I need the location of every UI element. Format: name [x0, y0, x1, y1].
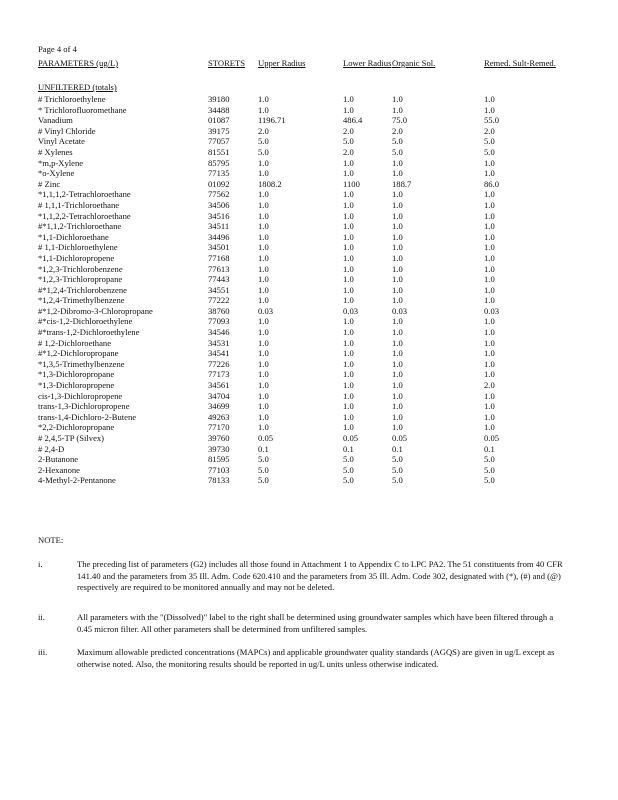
organic-value: 1.0: [392, 316, 403, 327]
storet-code: 77226: [208, 358, 230, 369]
remediation-value: 1.0: [484, 104, 495, 115]
parameter-name: *1,3-Dichloropropane: [38, 369, 115, 380]
lower-radius-value: 1.0: [343, 390, 354, 401]
organic-value: 5.0: [392, 136, 403, 147]
lower-radius-value: 1.0: [343, 358, 354, 369]
upper-radius-value: 1.0: [258, 199, 269, 210]
parameter-name: *1,3-Dichloropropene: [38, 380, 115, 391]
table-row: [38, 242, 558, 253]
organic-value: 1.0: [392, 422, 403, 433]
table-row: [38, 158, 558, 169]
upper-radius-value: 0.03: [258, 305, 274, 316]
remediation-value: 1.0: [484, 94, 495, 104]
parameter-name: # Zinc: [38, 178, 61, 189]
lower-radius-value: 1.0: [343, 157, 354, 168]
lower-radius-value: 1.0: [343, 284, 354, 295]
lower-radius-value: 1.0: [343, 199, 354, 210]
table-row: [38, 94, 558, 105]
parameter-name: #*trans-1,2-Dichloroethylene: [38, 327, 140, 338]
organic-value: 1.0: [392, 390, 403, 401]
table-row: [38, 327, 558, 338]
header-upper-radius: Upper Radius: [258, 58, 306, 68]
storet-code: 77135: [208, 168, 230, 179]
remediation-value: 1.0: [484, 263, 495, 274]
remediation-value: 1.0: [484, 337, 495, 348]
remediation-value: 1.0: [484, 199, 495, 210]
remediation-value: 1.0: [484, 189, 495, 200]
lower-radius-value: 1.0: [343, 252, 354, 263]
storet-code: 34506: [208, 199, 230, 210]
upper-radius-value: 1.0: [258, 358, 269, 369]
upper-radius-value: 1.0: [258, 369, 269, 380]
organic-value: 0.05: [392, 433, 408, 443]
lower-radius-value: 1.0: [343, 327, 354, 338]
organic-value: 5.0: [392, 464, 403, 475]
remediation-value: 1.0: [484, 242, 495, 253]
table-row: [38, 264, 558, 275]
upper-radius-value: 1.0: [258, 337, 269, 348]
table-row: [38, 253, 558, 264]
parameter-name: trans-1,4-Dichloro-2-Butene: [38, 411, 137, 422]
parameter-name: *1,2,3-Trichloropropane: [38, 274, 123, 285]
remediation-value: 1.0: [484, 168, 495, 179]
lower-radius-value: 1.0: [343, 369, 354, 380]
remediation-value: 1.0: [484, 348, 495, 359]
organic-value: 1.0: [392, 168, 403, 179]
lower-radius-value: 1.0: [343, 168, 354, 179]
remediation-value: 1.0: [484, 327, 495, 338]
lower-radius-value: 1.0: [343, 380, 354, 391]
lower-radius-value: 1.0: [343, 274, 354, 285]
remediation-value: 1.0: [484, 210, 495, 221]
header-remediation: Remed. Sult-Remed.: [484, 58, 556, 68]
lower-radius-value: 1.0: [343, 401, 354, 412]
parameter-name: 2-Butanone: [38, 454, 79, 465]
upper-radius-value: 1.0: [258, 411, 269, 422]
table-row: [38, 338, 558, 349]
table-row: [38, 359, 558, 370]
notes-title: NOTE:: [38, 535, 64, 545]
remediation-value: 55.0: [484, 115, 500, 126]
table-row: [38, 136, 558, 147]
upper-radius-value: 5.0: [258, 464, 269, 475]
lower-radius-value: 1.0: [343, 411, 354, 422]
table-row: [38, 189, 558, 200]
storet-code: 39175: [208, 125, 230, 136]
organic-value: 1.0: [392, 327, 403, 338]
storet-code: 39180: [208, 94, 230, 104]
note-text: Maximum allowable predicted concentrations (MAPCs) and applicable groundwater quality standards (AGQS) are given in ug/L except as otherwise noted. Also, the monitoring results should be reported in ug/L units unless otherwise indicated.: [77, 647, 555, 669]
storet-code: 81551: [208, 146, 230, 157]
parameter-name: *1,2,3-Trichlorobenzene: [38, 263, 123, 274]
storet-code: 01092: [208, 178, 230, 189]
upper-radius-value: 5.0: [258, 475, 269, 486]
remediation-value: 0.03: [484, 305, 500, 316]
storet-code: 77170: [208, 422, 230, 433]
organic-value: 1.0: [392, 358, 403, 369]
table-row: [38, 179, 558, 190]
parameter-name: cis-1,3-Dichloropropene: [38, 390, 123, 401]
table-row: [38, 401, 558, 412]
organic-value: 1.0: [392, 401, 403, 412]
remediation-value: 1.0: [484, 295, 495, 306]
table-row: [38, 306, 558, 317]
storet-code: 77103: [208, 464, 230, 475]
remediation-value: 1.0: [484, 422, 495, 433]
organic-value: 5.0: [392, 475, 403, 486]
parameter-name: *1,2,4-Trimethylbenzene: [38, 295, 125, 306]
storet-code: 85795: [208, 157, 230, 168]
table-row: [38, 285, 558, 296]
storet-code: 34501: [208, 242, 230, 253]
remediation-value: 1.0: [484, 316, 495, 327]
upper-radius-value: 1.0: [258, 157, 269, 168]
storet-code: 34496: [208, 231, 230, 242]
parameter-name: 2-Hexanone: [38, 464, 80, 475]
lower-radius-value: 1.0: [343, 231, 354, 242]
table-row: [38, 211, 558, 222]
lower-radius-value: 1.0: [343, 316, 354, 327]
organic-value: 1.0: [392, 295, 403, 306]
upper-radius-value: 5.0: [258, 146, 269, 157]
remediation-value: 5.0: [484, 136, 495, 147]
organic-value: 1.0: [392, 94, 403, 104]
lower-radius-value: 1.0: [343, 94, 354, 104]
parameter-name: # Vinyl Chloride: [38, 125, 96, 136]
table-row: [38, 115, 558, 126]
parameter-name: *1,1-Dichloroethane: [38, 231, 109, 242]
storet-code: 38760: [208, 305, 230, 316]
organic-value: 1.0: [392, 252, 403, 263]
storet-code: 34541: [208, 348, 230, 359]
header-organic: Organic Sol.: [392, 58, 436, 68]
upper-radius-value: 1.0: [258, 221, 269, 232]
parameter-name: *1,3,5-Trimethylbenzene: [38, 358, 125, 369]
parameter-name: #*1,1,2-Trichloroethane: [38, 221, 122, 232]
lower-radius-value: 1100: [343, 178, 360, 189]
organic-value: 5.0: [392, 146, 403, 157]
lower-radius-value: 1.0: [343, 348, 354, 359]
upper-radius-value: 5.0: [258, 454, 269, 465]
parameter-name: #*cis-1,2-Dichloroethylene: [38, 316, 133, 327]
parameter-name: *1,1,1,2-Tetrachloroethane: [38, 189, 131, 200]
storet-code: 34511: [208, 221, 230, 232]
table-row: [38, 168, 558, 179]
lower-radius-value: 5.0: [343, 464, 354, 475]
remediation-value: 1.0: [484, 252, 495, 263]
remediation-value: 5.0: [484, 475, 495, 486]
parameter-name: Vinyl Acetate: [38, 136, 85, 147]
storet-code: 34699: [208, 401, 230, 412]
parameter-name: # Xylenes: [38, 146, 73, 157]
organic-value: 0.03: [392, 305, 408, 316]
header-lower-radius: Lower Radius: [343, 58, 392, 68]
organic-value: 1.0: [392, 380, 403, 391]
parameter-name: *1,1,2,2-Tetrachloroethane: [38, 210, 131, 221]
lower-radius-value: 1.0: [343, 210, 354, 221]
table-row: [38, 380, 558, 391]
organic-value: 1.0: [392, 263, 403, 274]
upper-radius-value: 0.05: [258, 433, 274, 443]
upper-radius-value: 1.0: [258, 316, 269, 327]
table-row: [38, 316, 558, 327]
remediation-value: 1.0: [484, 401, 495, 412]
lower-radius-value: 1.0: [343, 263, 354, 274]
page-number: Page 4 of 4: [38, 44, 77, 54]
table-row: [38, 200, 558, 211]
remediation-value: 1.0: [484, 231, 495, 242]
remediation-value: 2.0: [484, 125, 495, 136]
lower-radius-value: 0.05: [343, 433, 359, 443]
organic-value: 1.0: [392, 104, 403, 115]
storet-code: 78133: [208, 475, 230, 486]
storet-code: 77222: [208, 295, 230, 306]
table-row: [38, 147, 558, 158]
table-row: [38, 232, 558, 243]
upper-radius-value: 1.0: [258, 263, 269, 274]
upper-radius-value: 0.1: [258, 443, 269, 454]
upper-radius-value: 1.0: [258, 189, 269, 200]
remediation-value: 1.0: [484, 411, 495, 422]
parameter-name: * Trichlorofluoromethane: [38, 104, 127, 115]
lower-radius-value: 5.0: [343, 454, 354, 465]
remediation-value: 1.0: [484, 221, 495, 232]
remediation-value: 0.1: [484, 443, 495, 454]
lower-radius-value: 0.1: [343, 443, 354, 454]
table-row: [38, 465, 558, 476]
parameter-name: # Trichloroethylene: [38, 94, 106, 104]
lower-radius-value: 5.0: [343, 136, 354, 147]
parameter-name: Vanadium: [38, 115, 73, 126]
organic-value: 1.0: [392, 221, 403, 232]
upper-radius-value: 1.0: [258, 274, 269, 285]
storet-code: 39760: [208, 433, 230, 443]
table-row: [38, 454, 558, 465]
storet-code: 39730: [208, 443, 230, 454]
lower-radius-value: 1.0: [343, 221, 354, 232]
remediation-value: 5.0: [484, 454, 495, 465]
note-number: iii.: [38, 647, 48, 657]
parameter-name: #*1,2-Dichloropropane: [38, 348, 119, 359]
lower-radius-value: 1.0: [343, 295, 354, 306]
parameter-name: #*1,2,4-Trichlorobenzene: [38, 284, 127, 295]
remediation-value: 1.0: [484, 157, 495, 168]
section-title-unfiltered: UNFILTERED (totals): [38, 82, 117, 92]
header-storets: STORETS: [208, 58, 246, 68]
lower-radius-value: 1.0: [343, 422, 354, 433]
remediation-value: 0.05: [484, 433, 500, 443]
storet-code: 34546: [208, 327, 230, 338]
parameter-name: 4-Methyl-2-Pentanone: [38, 475, 116, 486]
organic-value: 1.0: [392, 157, 403, 168]
storet-code: 49263: [208, 411, 230, 422]
parameter-name: # 1,2-Dichloroethane: [38, 337, 112, 348]
storet-code: 01087: [208, 115, 230, 126]
storet-code: 77093: [208, 316, 230, 327]
table-row: [38, 422, 558, 433]
parameter-name: *1,1-Dichloropropene: [38, 252, 115, 263]
remediation-value: 1.0: [484, 284, 495, 295]
parameter-name: # 2,4-D: [38, 443, 65, 454]
remediation-value: 86.0: [484, 178, 500, 189]
storet-code: 77562: [208, 189, 230, 200]
organic-value: 0.1: [392, 443, 403, 454]
note-number: i.: [38, 559, 43, 569]
remediation-value: 1.0: [484, 369, 495, 380]
parameter-name: *2,2-Dichloropropane: [38, 422, 115, 433]
organic-value: 1.0: [392, 242, 403, 253]
organic-value: 1.0: [392, 337, 403, 348]
remediation-value: 5.0: [484, 464, 495, 475]
upper-radius-value: 1.0: [258, 231, 269, 242]
storet-code: 34516: [208, 210, 230, 221]
lower-radius-value: 1.0: [343, 242, 354, 253]
lower-radius-value: 486.4: [343, 115, 363, 126]
upper-radius-value: 1.0: [258, 380, 269, 391]
organic-value: 1.0: [392, 189, 403, 200]
table-row: [38, 391, 558, 402]
upper-radius-value: 5.0: [258, 136, 269, 147]
storet-code: 81595: [208, 454, 230, 465]
table-row: [38, 105, 558, 116]
remediation-value: 5.0: [484, 146, 495, 157]
storet-code: 77173: [208, 369, 230, 380]
organic-value: 1.0: [392, 284, 403, 295]
upper-radius-value: 1.0: [258, 422, 269, 433]
lower-radius-value: 2.0: [343, 146, 354, 157]
upper-radius-value: 1196.71: [258, 115, 286, 126]
storet-code: 34551: [208, 284, 230, 295]
upper-radius-value: 1.0: [258, 390, 269, 401]
organic-value: 1.0: [392, 199, 403, 210]
upper-radius-value: 1.0: [258, 327, 269, 338]
organic-value: 188.7: [392, 178, 412, 189]
upper-radius-value: 1.0: [258, 348, 269, 359]
lower-radius-value: 1.0: [343, 189, 354, 200]
upper-radius-value: 1.0: [258, 168, 269, 179]
organic-value: 1.0: [392, 231, 403, 242]
organic-value: 5.0: [392, 454, 403, 465]
lower-radius-value: 2.0: [343, 125, 354, 136]
parameter-name: # 1,1-Dichloroethylene: [38, 242, 118, 253]
header-parameters: PARAMETERS (ug/L): [38, 58, 119, 68]
storet-code: 34488: [208, 104, 230, 115]
parameter-name: *o-Xylene: [38, 168, 75, 179]
remediation-value: 1.0: [484, 274, 495, 285]
note-text: All parameters with the "(Dissolved)" label to the right shall be determined using groundwater samples which have been filtered through a 0.45 micron filter. All other parameters shall be determined from unfiltered samples.: [77, 612, 554, 634]
upper-radius-value: 1.0: [258, 295, 269, 306]
upper-radius-value: 1808.2: [258, 178, 282, 189]
lower-radius-value: 1.0: [343, 104, 354, 115]
table-row: [38, 433, 558, 444]
storet-code: 34704: [208, 390, 230, 401]
storet-code: 34561: [208, 380, 230, 391]
parameter-name: # 2,4,5-TP (Silvex): [38, 433, 105, 443]
storet-code: 77168: [208, 252, 230, 263]
storet-code: 77057: [208, 136, 230, 147]
upper-radius-value: 1.0: [258, 94, 269, 104]
storet-code: 77443: [208, 274, 230, 285]
parameter-name: trans-1,3-Dichloropropene: [38, 401, 130, 412]
parameter-name: *m,p-Xylene: [38, 157, 84, 168]
upper-radius-value: 1.0: [258, 401, 269, 412]
table-row: [38, 412, 558, 423]
table-row: [38, 126, 558, 137]
table-row: [38, 295, 558, 306]
lower-radius-value: 1.0: [343, 337, 354, 348]
organic-value: 1.0: [392, 274, 403, 285]
lower-radius-value: 0.03: [343, 305, 359, 316]
table-row: [38, 348, 558, 359]
remediation-value: 1.0: [484, 390, 495, 401]
remediation-value: 1.0: [484, 358, 495, 369]
upper-radius-value: 1.0: [258, 210, 269, 221]
organic-value: 2.0: [392, 125, 403, 136]
organic-value: 1.0: [392, 411, 403, 422]
parameter-table: [38, 94, 558, 486]
table-row: [38, 369, 558, 380]
remediation-value: 2.0: [484, 380, 495, 391]
organic-value: 1.0: [392, 210, 403, 221]
table-row: [38, 475, 558, 486]
storet-code: 77613: [208, 263, 230, 274]
organic-value: 1.0: [392, 348, 403, 359]
table-row: [38, 444, 558, 455]
upper-radius-value: 1.0: [258, 242, 269, 253]
storet-code: 34531: [208, 337, 230, 348]
parameter-name: # 1,1,1-Trichloroethane: [38, 199, 120, 210]
note-number: ii.: [38, 612, 45, 622]
upper-radius-value: 2.0: [258, 125, 269, 136]
upper-radius-value: 1.0: [258, 284, 269, 295]
table-row: [38, 221, 558, 232]
parameter-name: #*1,2-Dibromo-3-Chloropropane: [38, 305, 153, 316]
upper-radius-value: 1.0: [258, 104, 269, 115]
organic-value: 75.0: [392, 115, 408, 126]
table-row: [38, 274, 558, 285]
note-text: The preceding list of parameters (G2) includes all those found in Attachment 1 to Appendix C to LPC PA2. The 51 constituents from 40 CFR 141.40 and the parameters from 35 Ill. Adm. Code 620.410 and the parameters from 35 Ill. Adm. Code 302, designated with (*), (#) and (@) respectively are required to be monitored annually and may not be deleted.: [77, 559, 563, 592]
upper-radius-value: 1.0: [258, 252, 269, 263]
lower-radius-value: 5.0: [343, 475, 354, 486]
organic-value: 1.0: [392, 369, 403, 380]
